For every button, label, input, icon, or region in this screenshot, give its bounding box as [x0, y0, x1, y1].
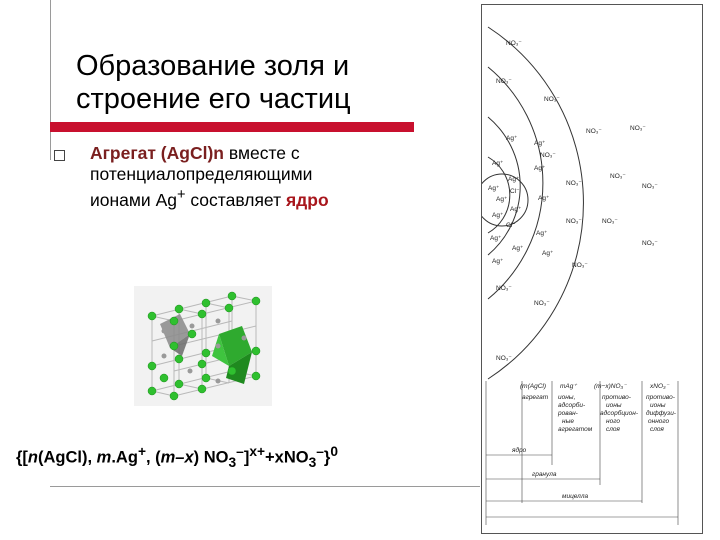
- ag-charge: +: [176, 187, 186, 203]
- no3-ion: NO₃⁻: [496, 355, 512, 362]
- label-potential-ions: агрегатом: [558, 426, 593, 433]
- formula-part: , (: [145, 448, 161, 467]
- formula-part: m: [96, 448, 112, 467]
- formula-part: –: [316, 444, 324, 459]
- bullet-text-tail: составляет: [185, 189, 286, 210]
- no3-ion: NO₃⁻: [566, 180, 582, 187]
- no3-ion: NO₃⁻: [540, 152, 556, 159]
- label-diffuse-layer: противо-: [646, 394, 675, 401]
- formula-part: .Ag: [111, 448, 138, 467]
- crystal-lattice-drawing: [134, 286, 272, 406]
- formula-part: {[: [16, 448, 28, 467]
- col-aggregate-formula: (m(AgCl): [520, 383, 546, 390]
- col-diffuse-counterions: xNO₃⁻: [650, 383, 670, 390]
- label-potential-ions: рован-: [558, 410, 578, 417]
- ag-ion: Ag⁺: [506, 135, 518, 142]
- ag-ion: Ag⁺: [490, 235, 502, 242]
- bottom-rule: [50, 486, 480, 487]
- no3-ion: NO₃⁻: [534, 300, 550, 307]
- no3-ion: NO₃⁻: [506, 40, 522, 47]
- formula-part: m–x: [160, 448, 194, 467]
- col-potential-ions: mAg⁺: [560, 383, 577, 390]
- crystal-lattice-image: [134, 286, 272, 406]
- no3-ion: NO₃⁻: [496, 78, 512, 85]
- label-core: ядро: [512, 447, 527, 454]
- label-adsorption-layer: противо-: [602, 394, 631, 401]
- ag-ion: Ag⁺: [542, 250, 554, 257]
- formula-part: +xNO: [265, 448, 309, 467]
- label-aggregate: агрегат: [522, 394, 549, 401]
- no3-ion: NO₃⁻: [630, 125, 646, 132]
- label-potential-ions: ные: [562, 418, 574, 425]
- ag-ion: Ag⁺: [496, 196, 508, 203]
- ag-ion: Ag⁺: [488, 185, 500, 192]
- formula-part: n: [27, 448, 39, 467]
- formula-part: 3: [228, 454, 237, 470]
- label-adsorption-layer: ного: [606, 418, 620, 425]
- ag-ion: Ag⁺: [534, 140, 546, 147]
- no3-ion: NO₃⁻: [602, 218, 618, 225]
- no3-ion: NO₃⁻: [610, 173, 626, 180]
- label-diffuse-layer: слоя: [650, 426, 664, 433]
- label-diffuse-layer: диффузи-: [646, 410, 676, 417]
- formula-part: ]: [243, 448, 250, 467]
- slide-title: [76, 50, 351, 116]
- bullet-text-middle: вместе с потенциалопределяющими ионами Ag: [90, 143, 313, 210]
- formula-part: ) NO: [193, 448, 229, 467]
- no3-ion: NO₃⁻: [642, 240, 658, 247]
- micelle-diagram-drawing: [482, 5, 702, 533]
- formula-part: }: [323, 448, 331, 467]
- col-adsorption-counterions: (m−x)NO₃⁻: [594, 383, 627, 390]
- no3-ion: NO₃⁻: [566, 218, 582, 225]
- core-term: ядро: [285, 189, 329, 210]
- ag-ion: Ag⁺: [512, 245, 524, 252]
- title-line-2: строение его частиц: [76, 83, 351, 115]
- cl-ion: Cl⁻: [510, 188, 520, 195]
- aggregate-term: Агрегат (AgCl)n: [90, 143, 224, 163]
- label-adsorption-layer: ионы: [606, 402, 622, 409]
- micelle-formula: [16, 444, 338, 470]
- ag-ion: Ag⁺: [508, 176, 520, 183]
- ag-ion: Ag⁺: [536, 230, 548, 237]
- ag-ion: Ag⁺: [510, 206, 522, 213]
- label-potential-ions: ионы,: [558, 394, 576, 401]
- no3-ion: NO₃⁻: [544, 96, 560, 103]
- no3-ion: NO₃⁻: [496, 285, 512, 292]
- label-micelle: мицелла: [562, 493, 589, 500]
- formula-part: –: [236, 444, 244, 459]
- ag-ion: Ag⁺: [492, 160, 504, 167]
- ag-ion: Ag⁺: [534, 165, 546, 172]
- formula-part: x+: [249, 444, 266, 459]
- no3-ion: NO₃⁻: [586, 128, 602, 135]
- label-granule: гранула: [532, 471, 557, 478]
- bullet-square-icon: [54, 150, 65, 161]
- label-adsorption-layer: адсорбцион-: [600, 410, 639, 417]
- title-line-1: Образование золя и: [76, 50, 350, 82]
- title-underline-bar: [50, 122, 414, 132]
- label-potential-ions: адсорби-: [558, 402, 586, 409]
- formula-part: +: [137, 444, 146, 459]
- no3-ion: NO₃⁻: [572, 262, 588, 269]
- no3-ion: NO₃⁻: [642, 183, 658, 190]
- bullet-text: [90, 143, 360, 211]
- formula-part: (AgCl),: [38, 448, 97, 467]
- left-vertical-rule: [50, 0, 51, 160]
- label-diffuse-layer: онного: [648, 418, 670, 425]
- micelle-diagram: [481, 4, 703, 534]
- formula-part: 3: [308, 454, 317, 470]
- ag-ion: Ag⁺: [492, 258, 504, 265]
- formula-part: 0: [330, 444, 338, 459]
- ag-ion: Ag⁺: [492, 212, 504, 219]
- cl-ion: Cl⁻: [506, 222, 516, 229]
- ag-ion: Ag⁺: [538, 195, 550, 202]
- label-adsorption-layer: слоя: [606, 426, 620, 433]
- label-diffuse-layer: ионы: [650, 402, 666, 409]
